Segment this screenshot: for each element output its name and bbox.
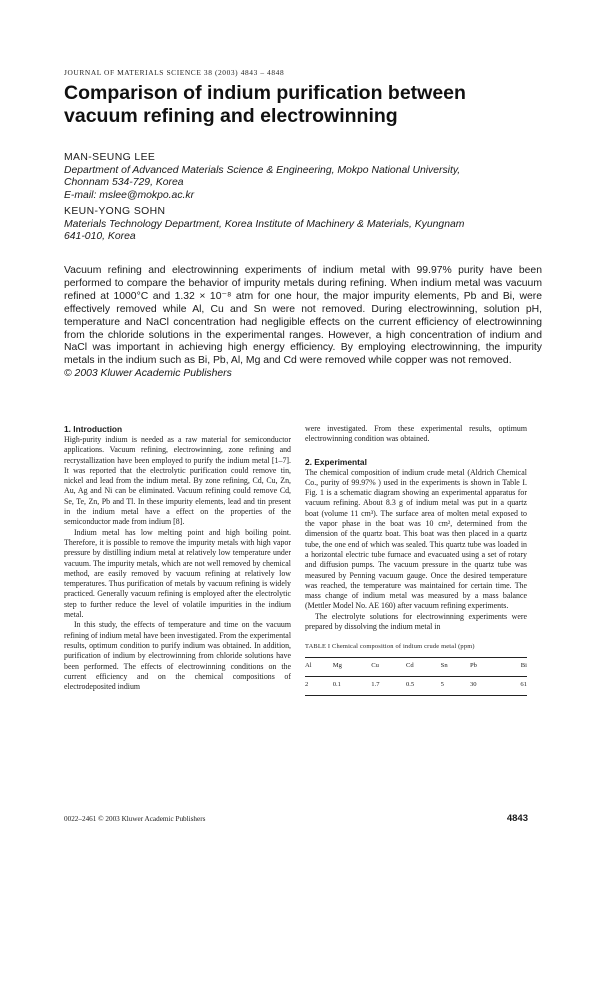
table-cell: 2 [305,681,309,689]
author-name: MAN-SEUNG LEE [64,152,156,163]
journal-header: JOURNAL OF MATERIALS SCIENCE 38 (2003) 4843 – 4848 [64,68,285,77]
author-block-1 [64,152,544,202]
table-caption: TABLE I Chemical composition of indium crude metal (ppm) [305,643,475,651]
author-affiliation: Department of Advanced Materials Science & Engineering, Mokpo National University, [64,164,461,176]
left-column [64,424,291,692]
author-email[interactable]: E-mail: mslee@mokpo.ac.kr [64,189,195,201]
right-column [305,424,527,696]
table-cell: 5 [440,681,444,689]
body-paragraph: were investigated. From these experimental results, optimum electrowinning condition was obtained. [305,424,527,444]
table-header-cell: Bi [520,662,527,670]
author-affiliation-location: Chonnam 534-729, Korea [64,177,184,189]
table-header-cell: Cu [371,662,379,670]
paper-title: Comparison of indium purification between vacuum refining and electrowinning [64,82,466,127]
composition-table [305,657,527,696]
table-header-cell: Sn [440,662,448,670]
footer-copyright: 0022–2461 © 2003 Kluwer Academic Publishers [64,815,206,823]
author-affiliation-location: 641-010, Korea [64,231,136,243]
section-heading-experimental: 2. Experimental [305,456,367,467]
table-header-cell: Pb [469,662,477,670]
body-paragraph: High-purity indium is needed as a raw material for semiconductor applications. Vacuum refining, electrowinning, zone refining and recrystallization have been employed to purify the indium metal [1–7]. It was reported that the electrolytic purification could remove tin, nickel and lead from the indium metal. By zone refining, Cd, Cu, Zn, Au, Ag and Ni can be eliminated. Vacuum refining could remove Cd, Se, Te, Zn, Pb and Tl. In these impurity elements, lead and tin present in the indium metal have a effect on the properties of the semiconductor made from indium [8]. [64,435,291,527]
author-affiliation: Materials Technology Department, Korea Institute of Machinery & Materials, Kyungnam [64,218,465,230]
body-paragraph: In this study, the effects of temperature and time on the vacuum refining of indium metal have been investigated. From the experimental results, optimum condition to purify indium was obtained. In addition, purification of indium by electrowinning from chloride solutions have been performed. The effects of electrowinning conditions on the current efficiency and on the chemical compositions of electrodeposited indium [64,620,292,692]
table-header-cell: Mg [332,662,342,670]
body-paragraph: The chemical composition of indium crude metal (Aldrich Chemical Co., purity of 99.97% ) used in the experiments is shown in Table I. Fig. 1 is a schematic diagram showing an experimental apparatus for vacuum refining. About 8.3 g of indium metal was put in a quartz boat (volume 11 cm³). The surface area of molten metal exposed to the vapor phase in the boat was 10 cm², determined from the dimension of the quartz boat. This boat was then placed in a quartz tube, the one end of which was sealed. This quartz tube was loaded in a horizontal electric tube furnace and evacuated using a set of rotary and diffusion pumps. The vacuum pressure in the quartz tube was measured by Penning vacuum gauge. Once the desired temperature was reached, the temperature was maintained for certain time. The mass change of indium metal was measured by a mass balance (Mettler Model No. AE 160) after vacuum refining experiments. [305,467,527,611]
table-cell: 1.7 [371,681,380,689]
table-row [305,676,527,695]
author-block-2 [64,206,544,244]
abstract [64,265,542,381]
body-paragraph: Indium metal has low melting point and high boiling point. Therefore, it is possible to remove the impurity metals with high vapor pressure by distilling indium metal at relatively low temperature under vacuum. The impurity metals, which are not well removed by chemical method, are easily removed by vacuum refining at relatively low temperatures. Thus purification of metals by vacuum refining is widely practiced. Generally vacuum refining is employed after the electrolytic step to further reduce the level of volatile impurities in the indium metal. [64,527,291,620]
author-name: KEUN-YONG SOHN [64,206,166,217]
table-cell: 0.1 [332,681,341,689]
table-header-cell: Al [305,662,312,670]
section-heading-introduction: 1. Introduction [64,424,123,434]
page-number: 4843 [506,813,528,824]
table-cell: 30 [469,681,477,689]
table-cell: 61 [520,681,527,689]
table-header-cell: Cd [405,662,414,670]
table-header-row [305,657,527,676]
abstract-text: Vacuum refining and electrowinning experiments of indium metal with 99.97% purity have been performed to compare the behavior of impurity metals during refining. When indium metal was vacuum refined at 1000°C and 1.32 × 10⁻⁸ atm for one hour, the major impurity elements, Pb and Bi, were effectively removed while Al, Cu and Sn were not removed. During electrowinning, solution pH, temperature and NaCl concentration had negligible effects on the current efficiency of electrowinning from the chloride solutions in the experimental ranges. However, a high concentration of indium and NaCl was important in achieving high energy efficiency. By employing electrowinning, the impurity metals in the indium such as Bi, Pb, Al, Mg and Cd were removed while copper was not removed. [64,265,542,367]
table-cell: 0.5 [405,681,415,689]
body-paragraph: The electrolyte solutions for electrowinning experiments were prepared by dissolving the indium metal in [305,611,527,632]
abstract-copyright: © 2003 Kluwer Academic Publishers [64,368,232,380]
